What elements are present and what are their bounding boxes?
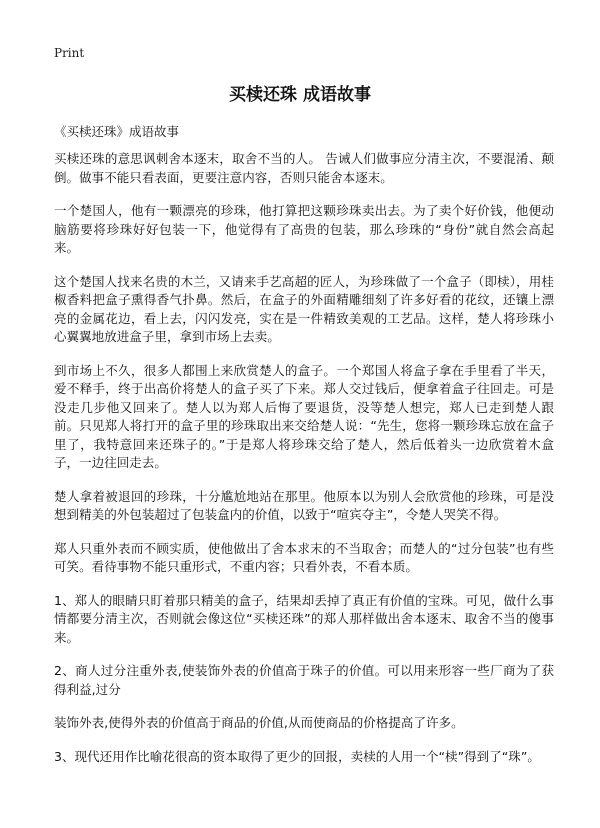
page-title: 买椟还珠 成语故事	[229, 85, 371, 105]
paragraph-3: 这个楚国人找来名贵的木兰，又请来手艺高超的匠人，为珍珠做了一个盒子（即椟），用桂椒香料把盒子熏得香气扑鼻。然后，在盒子的外面精雕细刻了许多好看的花纹，还镶上漂亮的金属花边，看上去，闪闪发亮，实在是一件精致美观的工艺品。这样，楚人将珍珠小心翼翼地放进盒子里，拿到市场上去卖。	[54, 273, 554, 344]
paragraph-5: 楚人拿着被退回的珍珠，十分尴尬地站在那里。他原本以为别人会欣赏他的珍珠，可是没想到精美的外包装超过了包装盒内的价值，以致于“喧宾夺主”，令楚人哭笑不得。	[54, 488, 554, 522]
article-body	[54, 150, 554, 781]
paragraph-10: 3、现代还用作比喻花很高的资本取得了更少的回报，卖椟的人用一个“椟”得到了“珠”。	[54, 748, 540, 764]
paragraph-1: 买椟还珠的意思讽刺舍本逐末，取舍不当的人。 告诫人们做事应分清主次，不要混淆、颠倒。做事不能只看表面，更要注意内容，否则只能舍本逐末。	[54, 151, 554, 185]
paragraph-2: 一个楚国人，他有一颗漂亮的珍珠，他打算把这颗珍珠卖出去。为了卖个好价钱，他便动脑筋要将珍珠好好包装一下，他觉得有了高贵的包装，那么珍珠的“身份”就自然会高起来。	[54, 203, 554, 255]
paragraph-7: 1、郑人的眼睛只盯着那只精美的盒子，结果却丢掉了真正有价值的宝珠。可见，做什么事情都要分清主次，否则就会像这位“买椟还珠”的郑人那样做出舍本逐末、取舍不当的傻事来。	[54, 592, 554, 645]
article-subtitle: 《买椟还珠》成语故事	[54, 124, 180, 139]
paragraph-4: 到市场上不久，很多人都围上来欣赏楚人的盒子。一个郑国人将盒子拿在手里看了半天，爱不释手，终于出高价将楚人的盒子买了下来。郑人交过钱后，便拿着盒子往回走。可是没走几步他又回来了。楚人以为郑人后悔了要退货，没等楚人想完，郑人已走到楚人跟前。只见郑人将打开的盒子里的珍珠取出来交给楚人说：“先生，您将一颗珍珠忘放在盒子里了，我特意回来还珠子的。”于是郑人将珍珠交给了楚人，然后低着头一边欣赏着木盒子，一边往回走去。	[54, 362, 554, 470]
paragraph-6: 郑人只重外表而不顾实质，使他做出了舍本求末的不当取舍；而楚人的“过分包装”也有些可笑。看待事物不能只重形式，不重内容；只看外表，不看本质。	[54, 540, 554, 574]
print-link[interactable]: Print	[54, 46, 85, 60]
paragraph-9: 装饰外表,使得外表的价值高于商品的价值,从而使商品的价格提高了许多。	[54, 715, 464, 730]
paragraph-8: 2、商人过分注重外表,使装饰外表的价值高于珠子的价值。可以用来形容一些厂商为了获得利益,过分	[54, 663, 554, 697]
